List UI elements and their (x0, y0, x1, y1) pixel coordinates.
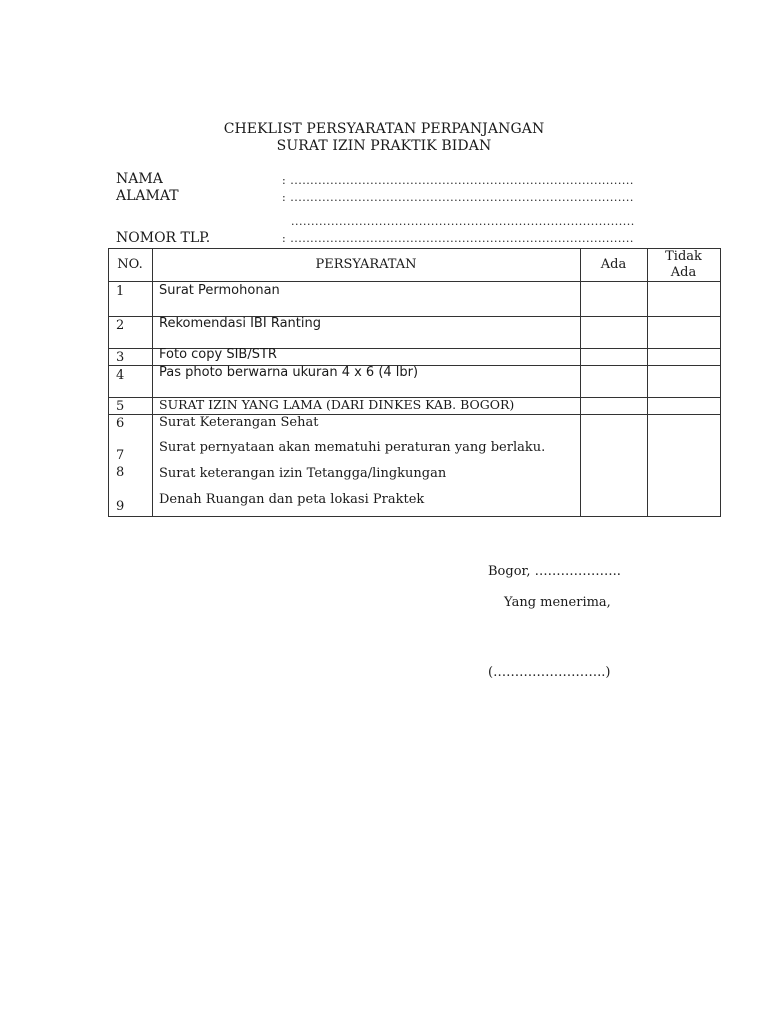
signature-name-blank: (……………………..) (488, 665, 611, 680)
table-line (152, 248, 153, 517)
row-number: 8 (116, 465, 125, 480)
header-persyaratan: PERSYARATAN (315, 257, 417, 272)
requirement-item: Surat keterangan izin Tetangga/lingkungan (159, 466, 447, 481)
place-date: Bogor, ……………….. (488, 564, 621, 579)
table-line (108, 248, 721, 249)
requirement-item: Foto copy SIB/STR (159, 347, 277, 362)
header-ada: Ada (600, 257, 627, 272)
header-no: NO. (117, 257, 143, 272)
row-number: 1 (116, 284, 125, 299)
receiver-label: Yang menerima, (504, 595, 611, 610)
requirement-item: Rekomendasi IBI Ranting (159, 316, 321, 331)
table-line (108, 248, 109, 517)
header-tidak-ada-line-1: Tidak (665, 249, 702, 264)
row-number: 5 (116, 399, 125, 414)
requirement-item: Surat Permohonan (159, 283, 280, 298)
table-line (580, 248, 581, 517)
table-line (108, 516, 721, 517)
requirement-item: Denah Ruangan dan peta lokasi Praktek (159, 492, 425, 507)
row-number: 6 (116, 416, 125, 431)
alamat-dots: : ...................................................................................... (282, 191, 634, 204)
table-line (108, 281, 721, 282)
row-number: 9 (116, 499, 125, 514)
requirement-item: SURAT IZIN YANG LAMA (DARI DINKES KAB. BOGOR) (159, 397, 515, 412)
requirement-item: Pas photo berwarna ukuran 4 x 6 (4 lbr) (159, 365, 419, 380)
row-number: 4 (116, 368, 125, 383)
document-title-line-1: CHEKLIST PERSYARATAN PERPANJANGAN (223, 121, 545, 137)
table-line (720, 248, 721, 517)
requirement-item: Surat pernyataan akan mematuhi peraturan yang berlaku. (159, 440, 546, 455)
document-title-line-2: SURAT IZIN PRAKTIK BIDAN (276, 138, 492, 154)
alamat-dots-continued: ...................................................................................... (291, 215, 635, 228)
nomor-tlp-dots: : ...................................................................................... (282, 232, 634, 245)
table-line (647, 248, 648, 517)
row-number: 3 (116, 350, 125, 365)
requirement-item: Surat Keterangan Sehat (159, 415, 319, 430)
alamat-label: ALAMAT (116, 188, 179, 204)
nama-label: NAMA (116, 171, 163, 187)
row-number: 2 (116, 318, 125, 333)
row-number: 7 (116, 448, 125, 463)
nama-dots: : ...................................................................................... (282, 174, 634, 187)
header-tidak-ada-line-2: Ada (670, 265, 697, 280)
nomor-tlp-label: NOMOR TLP. (116, 230, 211, 246)
